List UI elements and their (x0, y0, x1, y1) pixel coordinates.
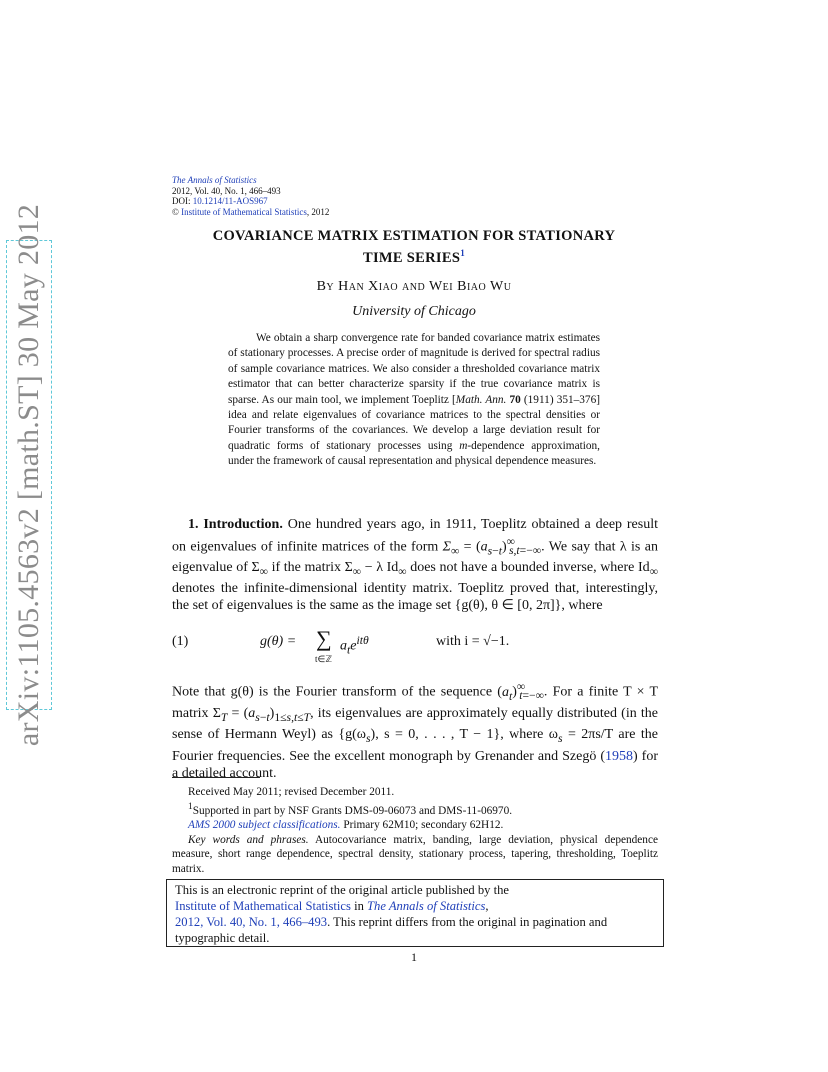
journal-header (172, 175, 329, 217)
equation-1: (1) g(θ) = ∑ t∈ℤ $a_te^{it\theta}$ with i = √−1. (172, 626, 510, 664)
title-footnote-mark[interactable]: 1 (460, 248, 465, 258)
ims-link[interactable]: Institute of Mathematical Statistics (181, 206, 307, 217)
ams-classes: Primary 62M10; secondary 62H12. (340, 818, 504, 831)
para2-text-6: ) for a detailed account. (172, 748, 658, 782)
reprint-notice (166, 879, 664, 947)
paragraph-2: Note that g(θ) is the Fourier transform of the sequence $(a_t)^\infty_{t=-\infty}$. For a finite T × T matrix $\Sigma_T = (a_{s-t})_{1\le s,t\le T}$, its eigenvalues are approximately equally distributed (in the sense of Hermann Weyl) as {$g(\omega_s)$, s = 0, . . . , T − 1}, where $\omega_s = 2\pi s/T$ are the Fourier frequencies. See the excellent monograph by Grenander and Szegö (1958) for a detailed account. (172, 680, 659, 782)
abstract-m: m (459, 439, 468, 452)
reprint-rest: . This reprint differs from the original in pagination and typographic detail. (175, 915, 608, 945)
keywords: Autocovariance matrix, banding, large deviation, physical dependence measure, short range dependence, spectral density, stationary process, tapering, thresholding, Toeplitz matrix. (172, 833, 658, 875)
page-number: 1 (411, 950, 417, 964)
para2-text-5: = 2πs/T are the Fourier frequencies. See the excellent monograph by Grenander and Szegö ( (172, 727, 658, 764)
ams-link[interactable]: AMS 2000 subject classifications. (188, 818, 341, 831)
reprint-comma: , (485, 899, 489, 913)
intro-text-2: . We say that λ is an eigenvalue of Σ (172, 539, 658, 576)
abstract-text-2: (1911) 351–376] idea and relate eigenvalues of covariance matrices to the spectral densities or Fourier transforms of the covariances. We develop a large deviation result for quadratic forms of stationary processes using (228, 393, 600, 452)
arxiv-id: arXiv:1105.4563v2 [math.ST] 30 May 2012 (12, 203, 46, 747)
abstract-journal-ref: Math. Ann. (455, 393, 507, 406)
support-note: Supported in part by NSF Grants DMS-09-06073 and DMS-11-06970. (192, 804, 513, 817)
para2-text-4: ), s = 0, . . . , T − 1}, where ω (370, 727, 559, 743)
footnote-rule (172, 777, 260, 778)
intro-text-1: One hundred years ago, in 1911, Toeplitz obtained a deep result on eigenvalues of infinite matrices of the form (172, 517, 658, 555)
support-mark: 1 (188, 801, 193, 812)
journal-name-link[interactable]: The Annals of Statistics (172, 175, 257, 185)
para2-text-1: Note that g(θ) is the Fourier transform of the sequence (172, 684, 498, 700)
authors: By Han Xiao and Wei Biao Wu (316, 279, 512, 294)
reprint-in: in (350, 899, 368, 913)
affiliation: University of Chicago (352, 304, 476, 319)
abstract-text-1: We obtain a sharp convergence rate for banded covariance matrix estimates of stationary processes. A precise order of magnitude is derived for spectral radius of sample covariance matrices. We also consider a thresholded covariance matrix estimator that can better characterize sparsity if the true covariance matrix is sparse. As our main tool, we implement Toeplitz [ (228, 332, 600, 406)
citation-link[interactable]: 1958 (605, 748, 633, 764)
para2-text-3: , its eigenvalues are approximately equally distributed (in the sense of Hermann Weyl) as {g(ω (172, 705, 659, 743)
arxiv-stamp[interactable] (6, 203, 52, 747)
reprint-volume-link[interactable]: 2012, Vol. 40, No. 1, 466–493 (175, 915, 328, 929)
introduction-paragraph: 1. Introduction. One hundred years ago, in 1911, Toeplitz obtained a deep result on eigenvalues of infinite matrices of the form $\Sigma_\infty = (a_{s-t})^\infty_{s,t=-\infty}$. We say that λ is an eigenvalue of $\Sigma_\infty$ if the matrix $\Sigma_\infty - \lambda$ $Id_\infty$ does not have a bounded inverse, where $Id_\infty$ denotes the infinite-dimensional identity matrix. Toeplitz proved that, interestingly, the set of eigenvalues is the same as the image set {g(θ), θ ∈ [0, 2π]}, where (172, 517, 658, 614)
sum-index: t∈ℤ (315, 654, 333, 664)
copyright-year: , 2012 (306, 206, 330, 217)
sum-symbol: ∑ (316, 626, 332, 651)
intro-text-5: denotes the infinite-dimensional identity matrix. Toeplitz proved that, interestingly, the set of eigenvalues is the same as the image set {g(θ), θ ∈ [0, 2π]}, where (172, 581, 658, 614)
doi-label: DOI: (172, 196, 193, 206)
intro-text-3: if the matrix Σ (267, 560, 353, 576)
footnotes (172, 785, 658, 876)
reprint-journal-link[interactable]: The Annals of Statistics (367, 899, 486, 913)
title-line-1: COVARIANCE MATRIX ESTIMATION FOR STATIONARY (212, 228, 616, 244)
abstract (228, 331, 600, 470)
journal-volume: 2012, Vol. 40, No. 1, 466–493 (172, 185, 281, 196)
intro-text-4: does not have a bounded inverse, where Id (406, 560, 650, 576)
reprint-ims-link[interactable]: Institute of Mathematical Statistics (175, 899, 351, 913)
equation-number: (1) (172, 634, 189, 649)
keywords-label: Key words and phrases. (188, 833, 309, 846)
abstract-text-3: -dependence approximation, under the framework of causal representation and physical dependence measures. (228, 439, 601, 468)
section-heading: 1. Introduction. (188, 517, 283, 532)
paper-title (150, 228, 678, 267)
copyright-icon: © (172, 206, 179, 217)
equation-lhs: g(θ) = (260, 634, 297, 649)
equation-term: a (340, 638, 347, 654)
abstract-volume: 70 (509, 393, 521, 406)
para2-text-2: . For a finite T × T matrix Σ (172, 684, 659, 721)
doi-link[interactable]: 10.1214/11-AOS967 (192, 196, 268, 206)
reprint-line-1: This is an electronic reprint of the original article published by the (175, 883, 509, 897)
title-line-2: TIME SERIES (363, 249, 461, 266)
received-note: Received May 2011; revised December 2011. (188, 786, 395, 798)
equation-with: with i = √−1. (436, 634, 510, 649)
